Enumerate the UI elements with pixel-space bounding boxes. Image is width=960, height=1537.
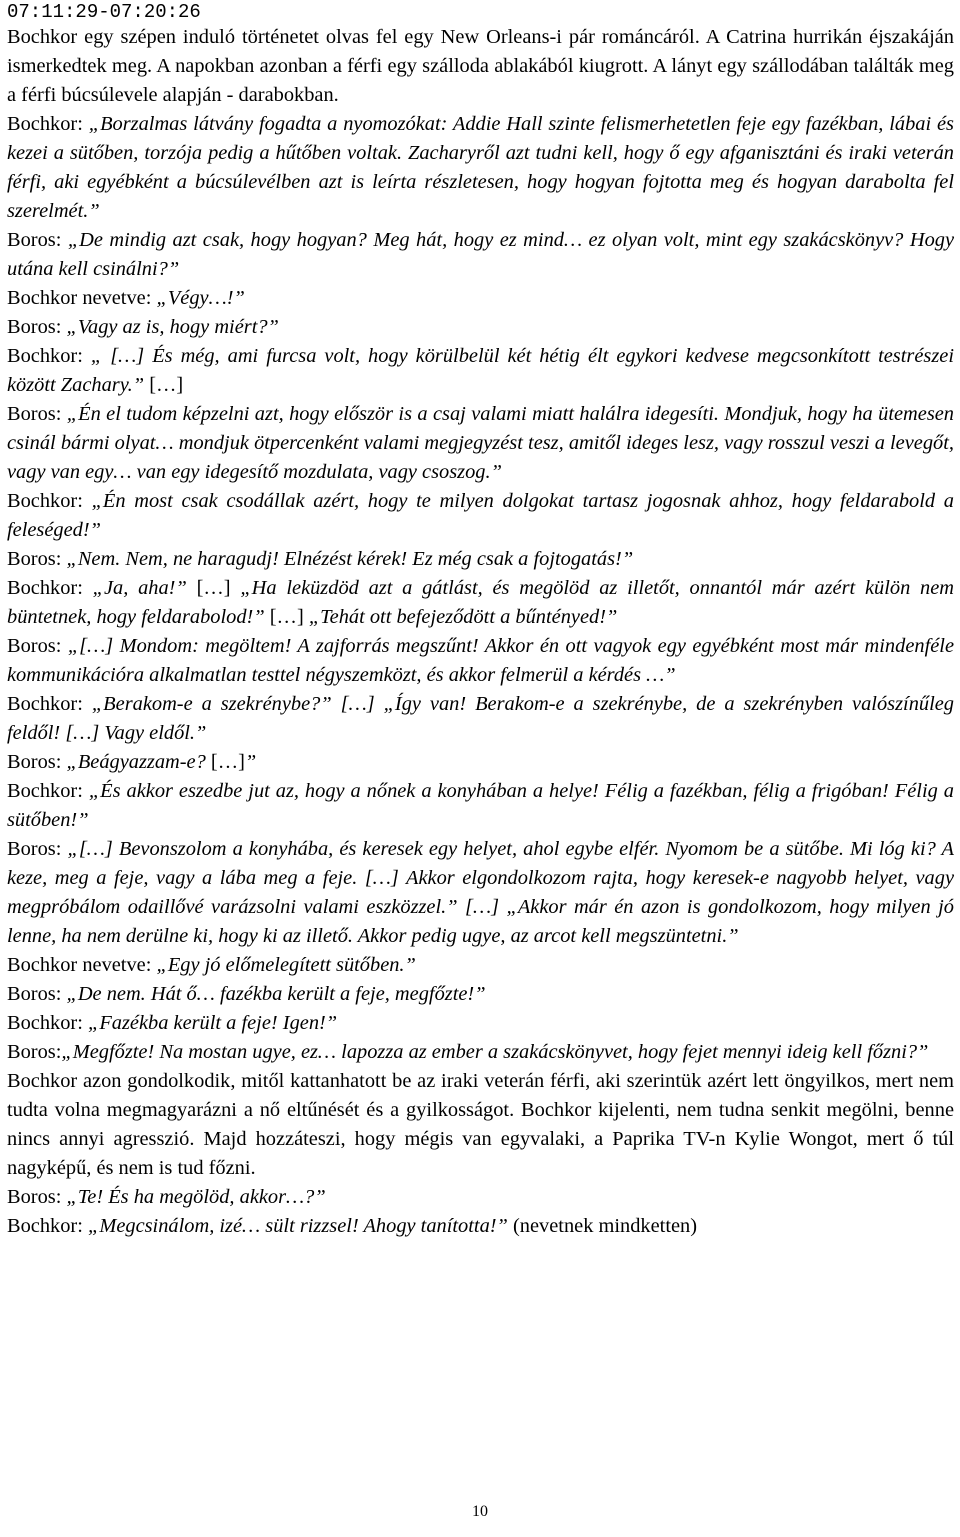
timestamp: 07:11:29-07:20:26 [7, 1, 201, 23]
speaker-text: Bochkor egy szépen induló történetet olvas fel egy New Orleans-i pár románcáról. A Catrina hurrikán éjszakáján ismerkedtek meg. A napokban azonban a férfi egy szálloda ablakából kiugrott. A lányt egy szállodában találták meg a férfi búcsúlevele alapján - darabokban. [7, 26, 954, 106]
speaker-text: […] [186, 577, 241, 599]
page-number: 10 [472, 1503, 488, 1520]
speaker-text: Boros: [7, 983, 67, 1005]
speaker-text: Bochkor: [7, 1215, 88, 1237]
quoted-speech: „Egy jó előmelegített sütőben.” [156, 954, 416, 976]
quoted-speech: „De nem. Hát ő… fazékba került a feje, megfőzte!” [66, 983, 486, 1005]
quoted-speech: „Én el tudom képzelni azt, hogy először is a csaj valami miatt halálra idegesíti. Mondjuk, hogy ha ütemesen csinál bármi olyat… mondjuk ötpercenként valami megjegyzést tesz, amitől ideges lesz, vagy rosszul veszi a levegőt, vagy van egy… van egy idegesítő mozdulata, vagy csoszog.” [7, 403, 955, 483]
transcript-paragraph [7, 690, 954, 748]
quoted-speech: „És akkor eszedbe jut az, hogy a nőnek a konyhában a helye! Félig a fazékban, félig a frigóban! Félig a sütőben!” [7, 780, 954, 831]
speaker-text: Boros: [7, 1041, 62, 1063]
speaker-text: Bochkor: [7, 345, 91, 367]
quoted-speech: „Berakom-e a szekrénybe?” […] „Így van! Berakom-e a szekrénybe, de a szekrényben valószínűleg feldől! […] Vagy eldől.” [7, 693, 954, 744]
transcript-paragraph [7, 777, 954, 835]
quoted-speech: „[…] Mondom: megöltem! A zajforrás megszűnt! Akkor én ott vagyok egy egyébként most már mindenféle kommunikációra alkalmatlan testtel négyszemközt, és akkor felmerül a kérdés …” [7, 635, 954, 686]
transcript-paragraph [7, 1212, 954, 1241]
quoted-speech: „Ja, aha!” [92, 577, 187, 599]
speaker-text: Bochkor: [7, 490, 92, 512]
speaker-text: Boros: [7, 751, 67, 773]
transcript-paragraph [7, 1183, 954, 1212]
speaker-text: Bochkor: [7, 1012, 88, 1034]
speaker-text: […] [264, 606, 309, 628]
quoted-speech: „[…] Bevonszolom a konyhába, és keresek egy helyet, ahol egybe elfér. Nyomom be a sütőbe. Mi lóg ki? A keze, meg a feje, vagy a lába meg a feje. […] Akkor elgondolkozom rajta, hogy keresek-e nagyobb helyet, vagy megpróbálom odaillővé varázsolni valami eszközzel.” […] „Akkor már én azon is gondolkozom, hogy milyen jó lenne, ha nem derülne ki, hogy ki az illető. Akkor pedig ugye, az arcot kell megszüntetni.” [7, 838, 955, 947]
transcript-paragraph [7, 313, 954, 342]
quoted-speech: Meg hát, hogy ez mind… ez olyan volt, mint egy szakácskönyv? Hogy utána kell csinálni?” [7, 229, 955, 280]
transcript-paragraph [7, 1067, 954, 1183]
quoted-speech: „Nem. Nem, ne haragudj! Elnézést kérek! Ez még csak a fojtogatás!” [66, 548, 634, 570]
quoted-speech: „Beágyazzam-e? [66, 751, 211, 773]
quoted-speech: „Borzalmas látvány fogadta a nyomozókat: Addie Hall szinte felismerhetetlen feje egy fazékban, lábai és kezei a sütőben, torzója pedig a hűtőben voltak. [7, 113, 954, 164]
speaker-text: Bochkor: [7, 577, 93, 599]
quoted-speech: „Tehát ott befejeződött a bűntényed!” [308, 606, 618, 628]
transcript-paragraph [7, 400, 954, 487]
quoted-speech: „Én most csak csodállak azért, hogy te milyen dolgokat tartasz jogosnak ahhoz, hogy feldarabold a feleséged!” [7, 490, 954, 541]
transcript-paragraph [7, 951, 954, 980]
quoted-speech: „Végy…!” [156, 287, 245, 309]
transcript-paragraph [7, 110, 954, 226]
speaker-text: Boros: [7, 838, 68, 860]
speaker-text: […] [144, 374, 184, 396]
quoted-speech: „Fazékba került a feje! Igen!” [88, 1012, 338, 1034]
speaker-text: […] [210, 751, 245, 773]
transcript-paragraph [7, 23, 954, 110]
transcript-paragraph [7, 980, 954, 1009]
speaker-text: Bochkor: [7, 780, 89, 802]
quoted-speech: „Vagy az is, hogy miért?” [66, 316, 279, 338]
transcript-paragraph [7, 226, 954, 284]
speaker-text: Boros: [7, 403, 67, 425]
speaker-text: Boros: [7, 635, 68, 657]
quoted-speech: „De mindig azt csak, hogy hogyan? [67, 229, 374, 251]
speaker-text: Boros: [7, 1186, 67, 1208]
quoted-speech: Zacharyről azt tudni kell, hogy ő egy afganisztáni és iraki veterán férfi, aki egyébként a búcsúlevélben azt is leírta részletesen, hogy hogyan fojtotta meg és hogyan darabolta fel szerelmét.” [7, 142, 954, 222]
transcript-body [7, 23, 954, 1241]
quoted-speech: „Ha leküzdöd azt a gátlást, és megölöd az illetőt, onnantól már azért külön nem büntetnek, hogy feldarabolod!” [7, 577, 954, 628]
quoted-speech: „ […] És még, ami furcsa volt, hogy körülbelül két hétig élt egykori kedvese megcsonkított testrészei között Zachary.” [7, 345, 954, 396]
speaker-text: Bochkor: [7, 693, 92, 715]
transcript-paragraph [7, 1009, 954, 1038]
transcript-paragraph [7, 748, 954, 777]
speaker-text: Boros: [7, 229, 68, 251]
transcript-paragraph [7, 342, 954, 400]
speaker-text: Bochkor: [7, 113, 89, 135]
transcript-paragraph [7, 487, 954, 545]
speaker-text: Bochkor nevetve: [7, 287, 157, 309]
transcript-paragraph [7, 1038, 954, 1067]
quoted-speech: „Te! És ha megölöd, akkor…?” [66, 1186, 326, 1208]
transcript-paragraph [7, 574, 954, 632]
transcript-paragraph [7, 835, 954, 951]
quoted-speech: „Megfőzte! Na mostan ugye, ez… lapozza az ember a szakácskönyvet, hogy fejet mennyi ideig kell főzni?” [61, 1041, 929, 1063]
transcript-paragraph [7, 632, 954, 690]
transcript-paragraph [7, 284, 954, 313]
speaker-text: Boros: [7, 316, 67, 338]
speaker-text: Bochkor azon gondolkodik, mitől kattanhatott be az iraki veterán férfi, aki szerintük azért lett öngyilkos, mert nem tudta volna megmagyarázni a nő eltűnését és a gyilkosságot. Bochkor kijelenti, nem tudna senkit megölni, benne nincs annyi agresszió. Majd hozzáteszi, hogy mégis van egyvalaki, a Paprika TV-n Kylie Wongot, mert ő túl nagyképű, és nem is tud főzni. [7, 1070, 954, 1179]
quoted-speech: „Megcsinálom, izé… sült rizzsel! Ahogy tanította!” [88, 1215, 508, 1237]
transcript-paragraph [7, 545, 954, 574]
quoted-speech: ” [244, 751, 257, 773]
speaker-text: Bochkor nevetve: [7, 954, 157, 976]
speaker-text: Boros: [7, 548, 67, 570]
speaker-text: (nevetnek mindketten) [507, 1215, 698, 1237]
